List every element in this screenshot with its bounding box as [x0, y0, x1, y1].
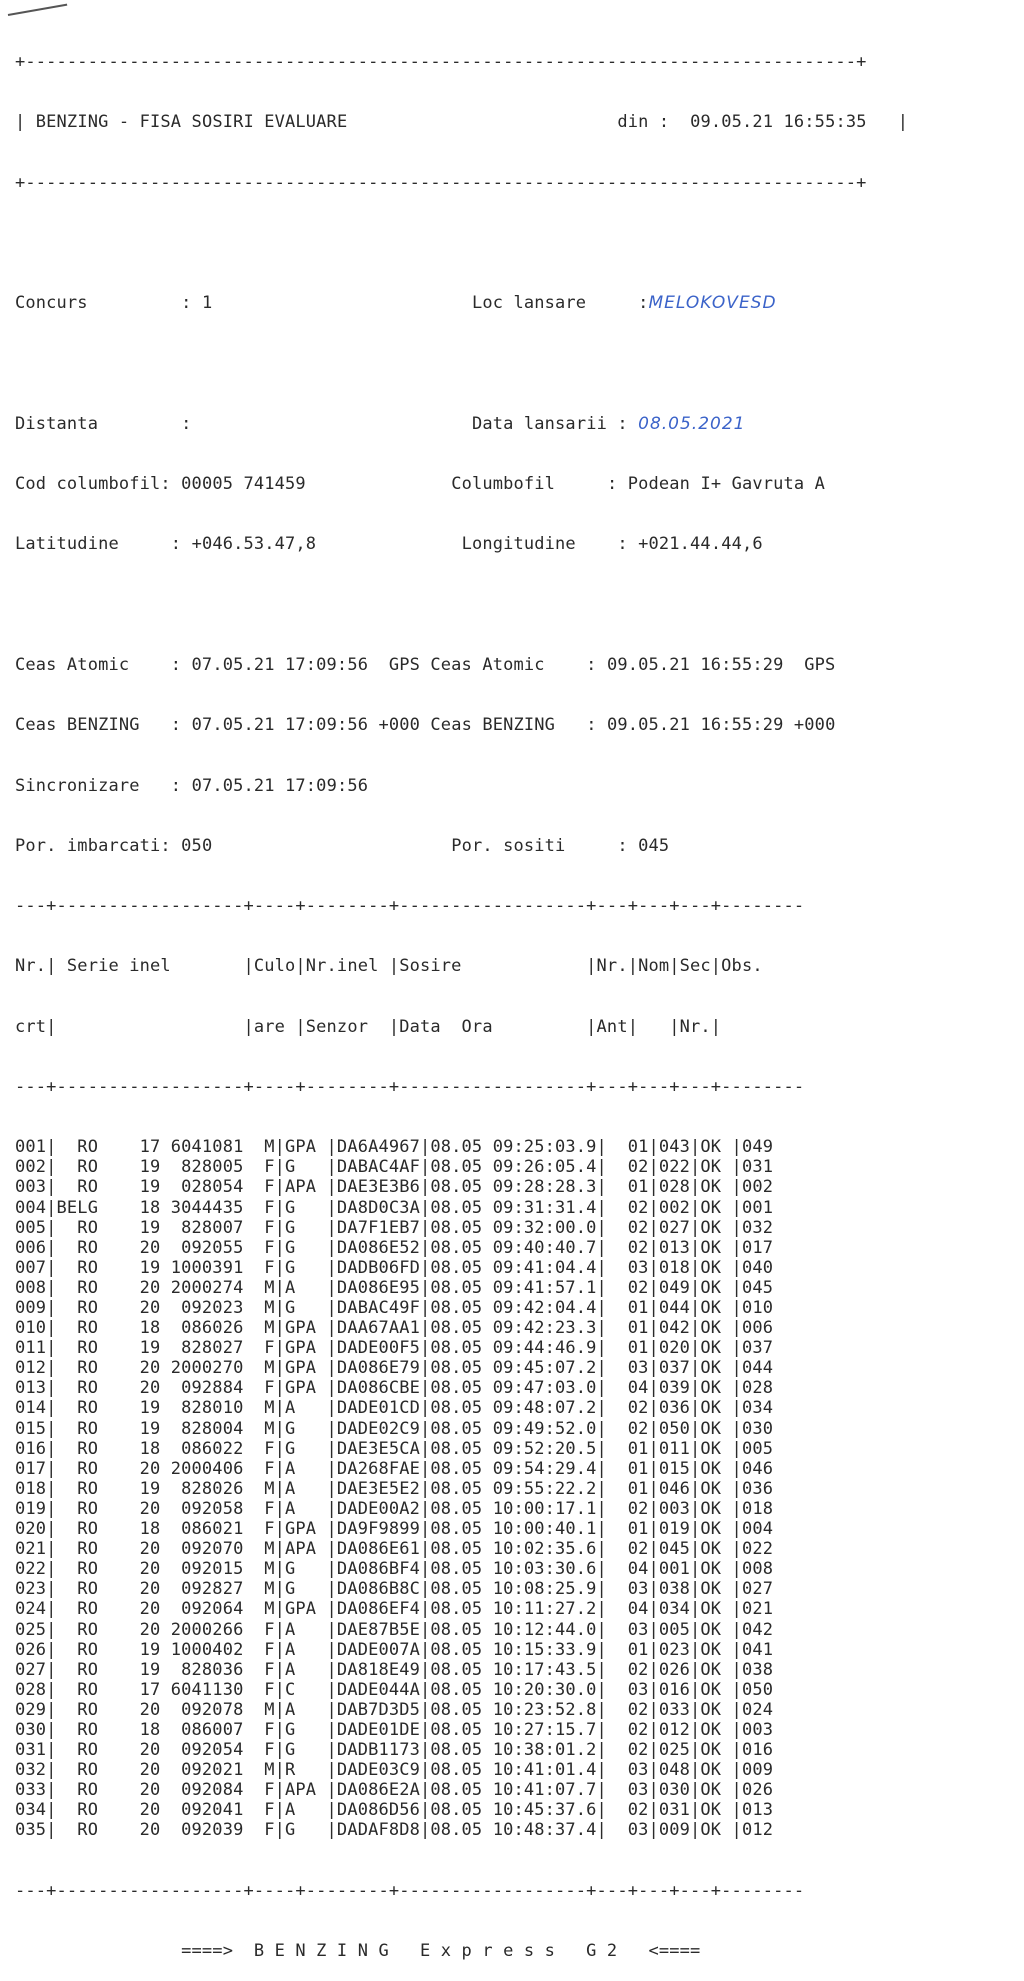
por-imbarcati-value: 050	[181, 835, 213, 856]
por-sositi-label: Por. sositi	[451, 835, 566, 856]
table-row: 009| RO 20 092023 M|G |DABAC49F|08.05 09:42:04.4| 01|044|OK |010	[15, 1298, 774, 1318]
sincronizare-line: Sincronizare : 07.05.21 17:09:56	[15, 775, 369, 796]
concurs-line: Concurs : 1 Loc lansare :MELOKOVESD	[15, 293, 777, 314]
distanta-line: Distanta : Data lansarii : 08.05.2021	[15, 413, 746, 434]
ceas-benzing-label: Ceas BENZING	[15, 715, 140, 736]
table-row: 017| RO 20 2000406 F|A |DA268FAE|08.05 09:54:29.4| 01|015|OK |046	[15, 1458, 774, 1479]
table-row: 016| RO 18 086022 F|G |DAE3E5CA|08.05 09:52:20.5| 01|011|OK |005	[15, 1438, 774, 1459]
table-rule-mid: ---+------------------+----+--------+------------------+---+---+---+--------	[15, 1076, 805, 1097]
data-lansarii-value: 08.05.2021	[638, 413, 746, 434]
cod-columbofil-label: Cod columbofil:	[15, 474, 171, 495]
cod-columbofil-value: 00005 741459	[181, 474, 306, 495]
table-row: 013| RO 20 092884 F|GPA |DA086CBE|08.05 09:47:03.0| 04|039|OK |028	[15, 1378, 774, 1399]
latitudine-label: Latitudine	[15, 534, 119, 555]
table-row: 030| RO 18 086007 F|G |DADE01DE|08.05 10:27:15.7| 02|012|OK |003	[15, 1719, 774, 1740]
porumbei-line: Por. imbarcati: 050 Por. sositi : 045	[15, 835, 670, 856]
columbofil-label: Columbofil	[451, 474, 556, 495]
por-imbarcati-label: Por. imbarcati:	[15, 835, 171, 856]
table-row: 031| RO 20 092054 F|G |DADB1173|08.05 10:38:01.2| 02|025|OK |016	[15, 1740, 774, 1761]
ceas-atomic-line: Ceas Atomic : 07.05.21 17:09:56 GPS Ceas Atomic : 09.05.21 16:55:29 GPS	[15, 655, 836, 675]
table-row: 007| RO 19 1000391 F|G |DADB06FD|08.05 09:41:04.4| 03|018|OK |040	[15, 1257, 774, 1278]
border-top: +--------------------------------------------------------------------------------+	[15, 52, 867, 73]
table-row: 026| RO 19 1000402 F|A |DADE007A|08.05 10:15:33.9| 01|023|OK |041	[15, 1639, 774, 1660]
concurs-value: 1	[201, 293, 213, 314]
longitudine-value: +021.44.44,6	[638, 534, 763, 555]
table-rule-bottom: ---+------------------+----+--------+------------------+---+---+---+--------	[15, 1880, 805, 1901]
table-row: 032| RO 20 092021 M|R |DADE03C9|08.05 10:41:01.4| 03|048|OK |009	[15, 1760, 774, 1781]
table-row: 033| RO 20 092084 F|APA |DA086E2A|08.05 10:41:07.7| 03|030|OK |026	[15, 1780, 774, 1801]
ceas-benzing-label-right: Ceas BENZING	[430, 715, 556, 736]
table-row: 014| RO 19 828010 M|A |DADE01CD|08.05 09:48:07.2| 02|036|OK |034	[15, 1398, 774, 1419]
table-row: 002| RO 19 828005 F|G |DABAC4AF|08.05 09:26:05.4| 02|022|OK |031	[15, 1157, 774, 1178]
loc-lansare-label: Loc lansare	[471, 293, 587, 314]
table-header-1: Nr.| Serie inel |Culo|Nr.inel |Sosire |Nr.|Nom|Sec|Obs.	[15, 956, 763, 977]
din-label: din :	[617, 112, 670, 133]
table-row: 022| RO 20 092015 M|G |DA086BF4|08.05 10:03:30.6| 04|001|OK |008	[15, 1559, 774, 1580]
border-title-bottom: +--------------------------------------------------------------------------------+	[15, 172, 867, 193]
table-row: 035| RO 20 092039 F|G |DADAF8D8|08.05 10:48:37.4| 03|009|OK |012	[15, 1820, 774, 1841]
table-row: 027| RO 19 828036 F|A |DA818E49|08.05 10:17:43.5| 02|026|OK |038	[15, 1659, 774, 1680]
data-lansarii-label: Data lansarii	[471, 413, 607, 434]
cod-line: Cod columbofil: 00005 741459 Columbofil : Podean I+ Gavruta A	[15, 474, 826, 495]
printout	[15, 12, 908, 1981]
ceas-benzing-right: 09.05.21 16:55:29 +000	[606, 715, 836, 736]
table-row: 024| RO 20 092064 M|GPA |DA086EF4|08.05 10:11:27.2| 04|034|OK |021	[15, 1599, 774, 1620]
table-row: 018| RO 19 828026 M|A |DAE3E5E2|08.05 09:55:22.2| 01|046|OK |036	[15, 1478, 774, 1499]
loc-lansare-value: MELOKOVESD	[648, 293, 777, 314]
concurs-label: Concurs	[15, 293, 88, 314]
table-row: 019| RO 20 092058 F|A |DADE00A2|08.05 10:00:17.1| 02|003|OK |018	[15, 1498, 774, 1519]
ceas-atomic-label: Ceas Atomic	[15, 655, 130, 675]
sincronizare-label: Sincronizare	[15, 775, 140, 796]
table-row: 004|BELG 18 3044435 F|G |DA8D0C3A|08.05 09:31:31.4| 02|002|OK |001	[15, 1197, 774, 1218]
table-row: 001| RO 17 6041081 M|GPA |DA6A4967|08.05 09:25:03.9| 01|043|OK |049	[15, 1137, 774, 1158]
table-row: 020| RO 18 086021 F|GPA |DA9F9899|08.05 10:00:40.1| 01|019|OK |004	[15, 1519, 774, 1540]
ceas-benzing-line: Ceas BENZING : 07.05.21 17:09:56 +000 Ceas BENZING : 09.05.21 16:55:29 +000	[15, 715, 836, 736]
table-row: 023| RO 20 092827 M|G |DA086B8C|08.05 10:08:25.9| 03|038|OK |027	[15, 1579, 774, 1600]
ceas-atomic-right: 09.05.21 16:55:29 GPS	[606, 655, 836, 675]
ceas-atomic-label-right: Ceas Atomic	[430, 655, 545, 675]
table-header-2: crt| |are |Senzor |Data Ora |Ant| |Nr.|	[15, 1016, 722, 1037]
table-row: 028| RO 17 6041130 F|C |DADE044A|08.05 10:20:30.0| 03|016|OK |050	[15, 1679, 774, 1700]
table-row: 010| RO 18 086026 M|GPA |DAA67AA1|08.05 09:42:23.3| 01|042|OK |006	[15, 1318, 774, 1339]
latitudine-line: Latitudine : +046.53.47,8 Longitudine : +021.44.44,6	[15, 534, 763, 555]
table-row: 015| RO 19 828004 M|G |DADE02C9|08.05 09:49:52.0| 02|050|OK |030	[15, 1418, 774, 1439]
footer: ====> B E N Z I N G E x p r e s s G 2 <====	[15, 1941, 701, 1961]
longitudine-label: Longitudine	[461, 534, 576, 555]
por-sositi-value: 045	[638, 835, 670, 856]
table-row: 003| RO 19 028054 F|APA |DAE3E3B6|08.05 09:28:28.3| 01|028|OK |002	[15, 1177, 774, 1198]
columbofil-value: Podean I+ Gavruta A	[627, 474, 826, 495]
title-line: | BENZING - FISA SOSIRI EVALUARE din : 09.05.21 16:55:35 |	[15, 112, 909, 133]
table-row: 025| RO 20 2000266 F|A |DAE87B5E|08.05 10:12:44.0| 03|005|OK |042	[15, 1619, 774, 1640]
table-row: 012| RO 20 2000270 M|GPA |DA086E79|08.05 09:45:07.2| 03|037|OK |044	[15, 1358, 774, 1379]
sincronizare-value: 07.05.21 17:09:56	[191, 775, 369, 796]
table-row: 034| RO 20 092041 F|A |DA086D56|08.05 10:45:37.6| 02|031|OK |013	[15, 1800, 774, 1821]
table-row: 005| RO 19 828007 F|G |DA7F1EB7|08.05 09:32:00.0| 02|027|OK |032	[15, 1217, 774, 1238]
document-title: BENZING - FISA SOSIRI EVALUARE	[35, 112, 348, 133]
table-row: 008| RO 20 2000274 M|A |DA086E95|08.05 09:41:57.1| 02|049|OK |045	[15, 1277, 774, 1298]
table-row: 029| RO 20 092078 M|A |DAB7D3D5|08.05 10:23:52.8| 02|033|OK |024	[15, 1699, 774, 1720]
table-row: 021| RO 20 092070 M|APA |DA086E61|08.05 10:02:35.6| 02|045|OK |022	[15, 1539, 774, 1560]
distanta-label: Distanta	[15, 413, 99, 434]
ceas-benzing-left: 07.05.21 17:09:56 +000	[191, 715, 421, 736]
table-rule-top: ---+------------------+----+--------+------------------+---+---+---+--------	[15, 896, 805, 917]
latitudine-value: +046.53.47,8	[191, 534, 317, 555]
table-body	[15, 1137, 908, 1840]
din-value: 09.05.21 16:55:35	[690, 112, 867, 133]
ceas-atomic-left: 07.05.21 17:09:56 GPS	[191, 655, 421, 675]
table-row: 006| RO 20 092055 F|G |DA086E52|08.05 09:40:40.7| 02|013|OK |017	[15, 1237, 774, 1258]
table-row: 011| RO 19 828027 F|GPA |DADE00F5|08.05 09:44:46.9| 01|020|OK |037	[15, 1338, 774, 1359]
